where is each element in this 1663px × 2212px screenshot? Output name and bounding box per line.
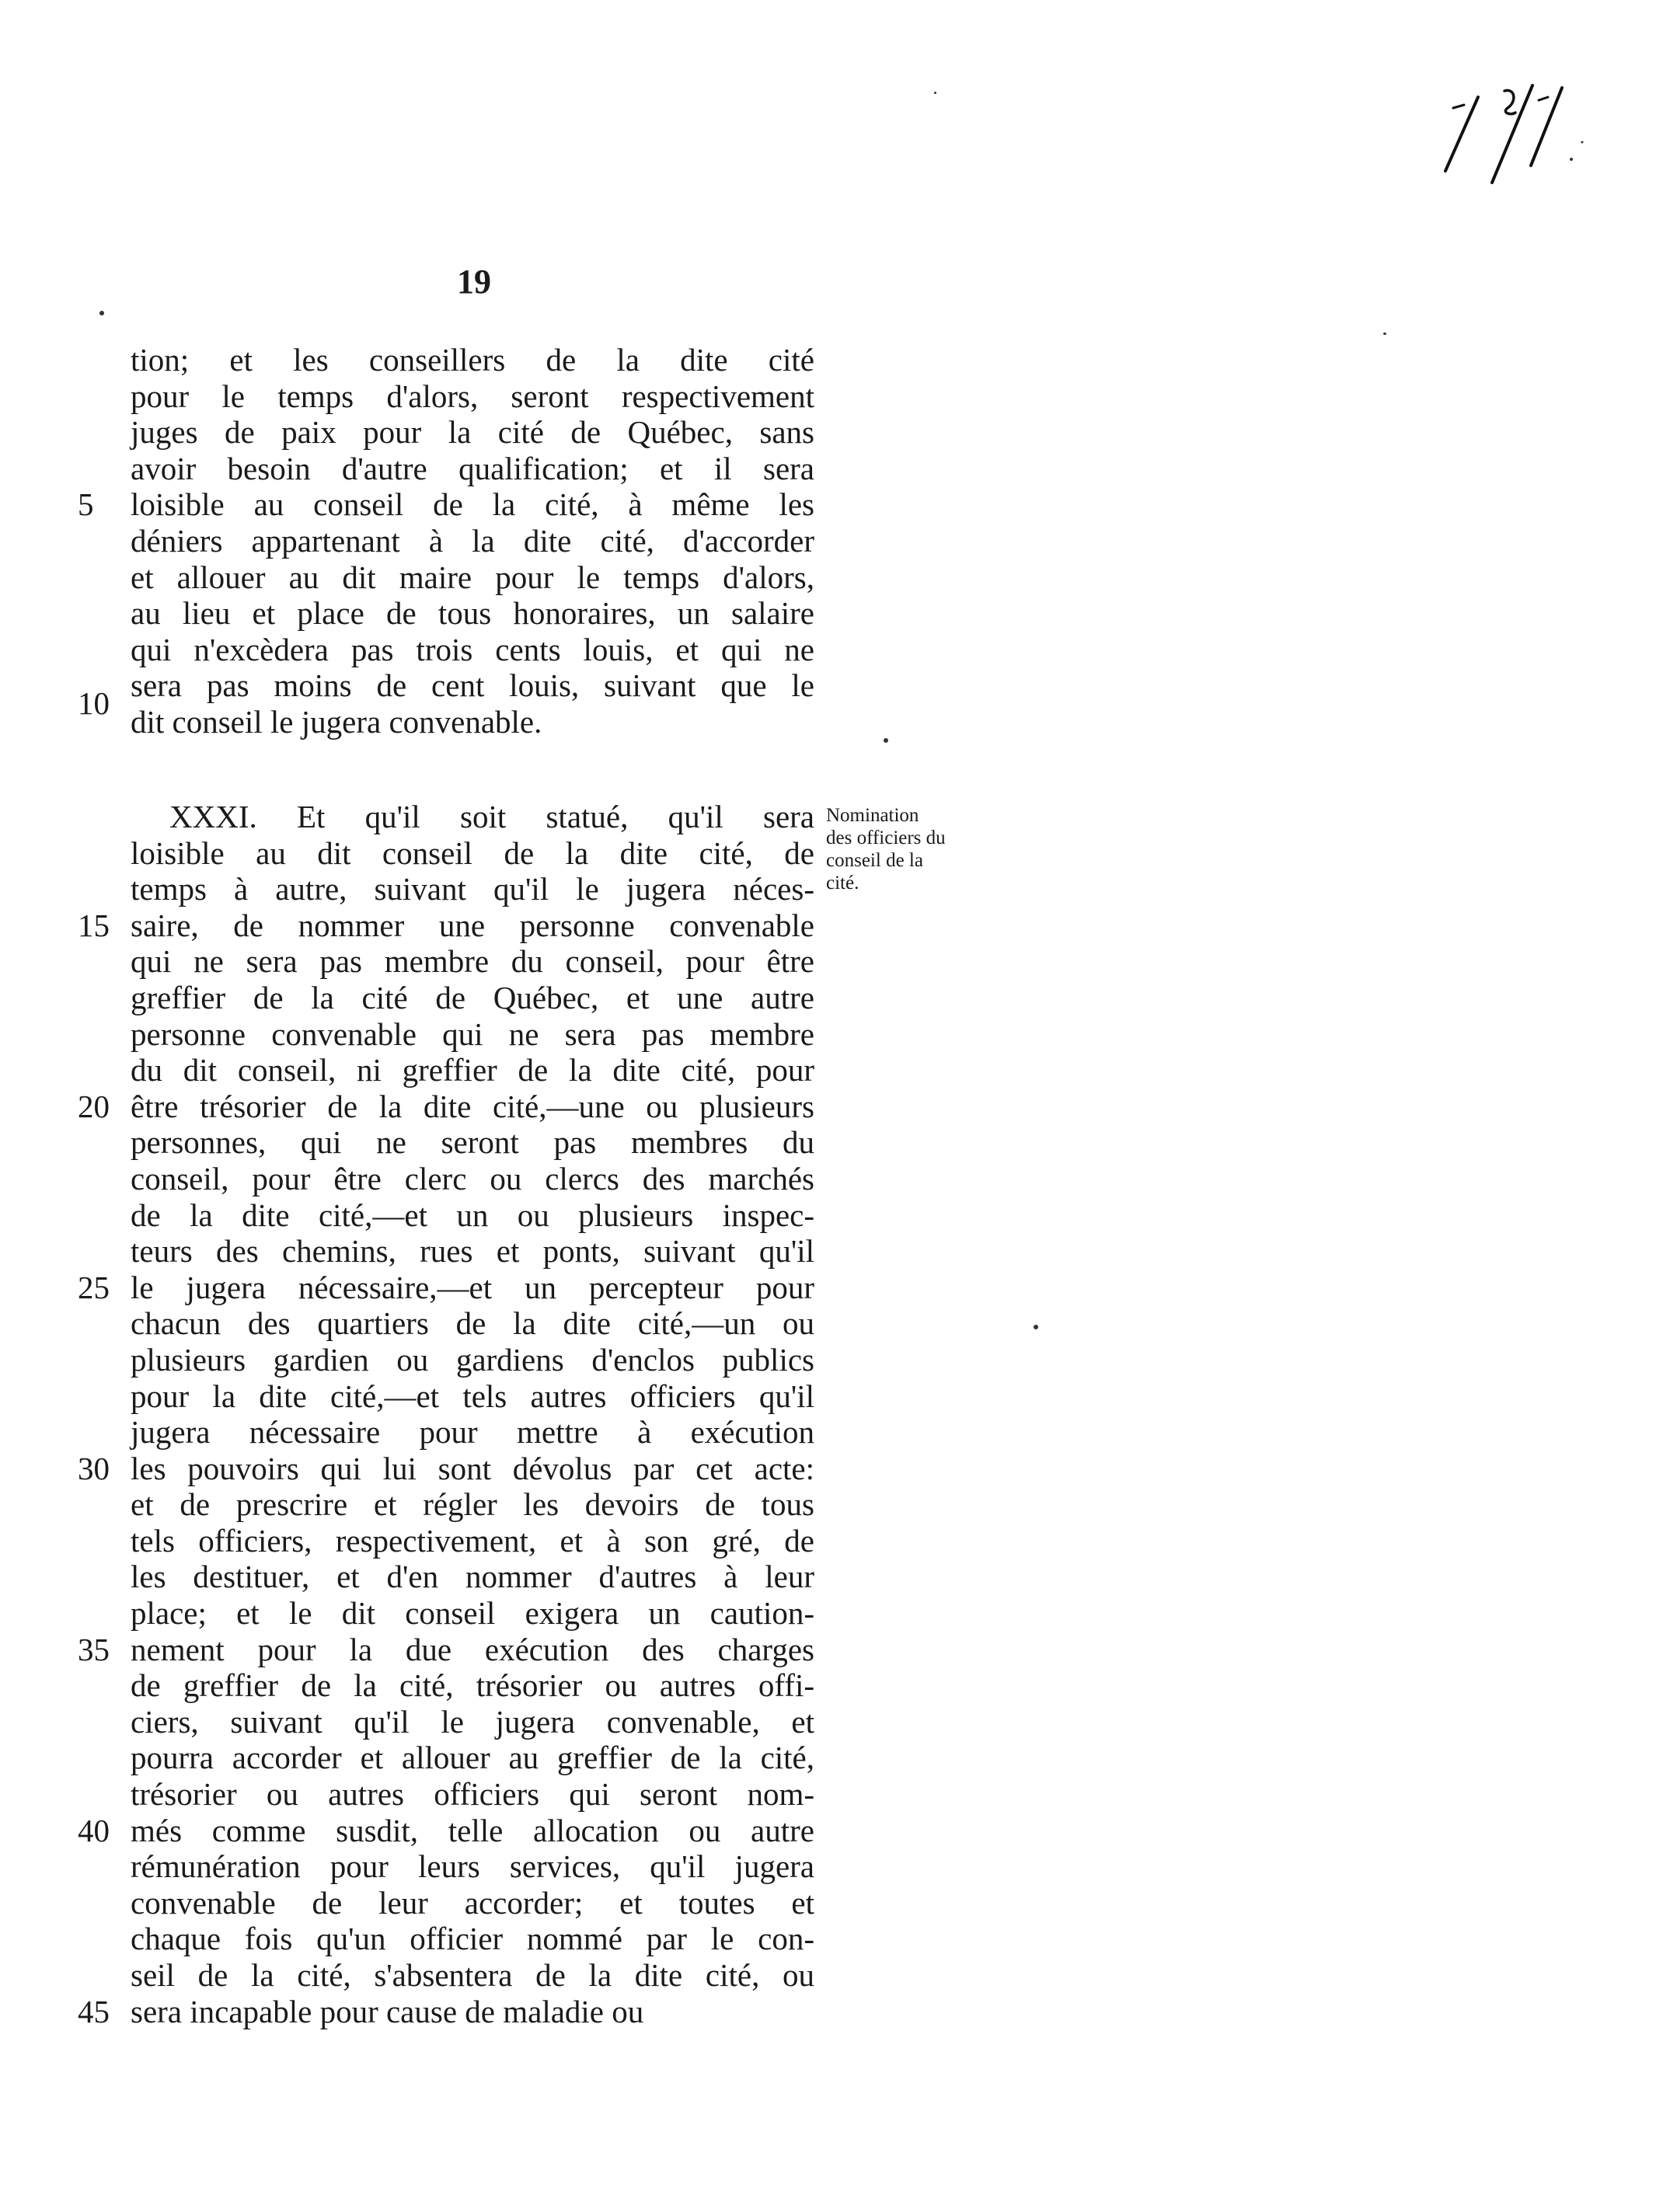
margin-note-line: conseil de la bbox=[826, 850, 923, 871]
ink-speck bbox=[1034, 1325, 1038, 1329]
text-line bbox=[131, 414, 814, 451]
text-line-content: greffier de la cité de Québec, et une autre bbox=[131, 979, 814, 1015]
line-number-20: 20 bbox=[78, 1089, 110, 1124]
text-line bbox=[131, 943, 814, 980]
margin-note bbox=[826, 804, 981, 894]
text-line bbox=[131, 1161, 814, 1197]
text-line-content: loisible au conseil de la cité, à même les bbox=[131, 486, 814, 523]
text-line bbox=[131, 451, 814, 487]
text-line bbox=[131, 1885, 814, 1921]
text-line bbox=[131, 1305, 814, 1342]
text-line bbox=[131, 523, 814, 559]
text-line bbox=[131, 486, 814, 523]
text-line-content: més comme susdit, telle allocation ou autre bbox=[131, 1812, 814, 1848]
text-line-content: pour la dite cité,—et tels autres officiers qu'il bbox=[131, 1378, 814, 1414]
text-line bbox=[131, 1270, 814, 1306]
text-line-content: de greffier de la cité, trésorier ou autres offi- bbox=[131, 1667, 814, 1704]
text-line-content: saire, de nommer une personne convenable bbox=[131, 907, 814, 943]
text-line bbox=[131, 1197, 814, 1234]
text-line bbox=[131, 342, 814, 378]
text-line bbox=[131, 1378, 814, 1415]
text-line-content: au lieu et place de tous honoraires, un salaire bbox=[131, 595, 814, 632]
paragraph-section-xxxi bbox=[131, 799, 814, 2029]
text-line-content: place; et le dit conseil exigera un caution- bbox=[131, 1595, 814, 1632]
margin-note-line: Nomination bbox=[826, 805, 919, 826]
text-line-content: déniers appartenant à la dite cité, d'accorder bbox=[131, 522, 814, 559]
text-line bbox=[131, 1813, 814, 1849]
text-line-content: nement pour la due exécution des charges bbox=[131, 1631, 814, 1667]
text-line-content: trésorier ou autres officiers qui seront nom- bbox=[131, 1776, 814, 1813]
line-number-30: 30 bbox=[78, 1451, 110, 1486]
text-line-content: convenable de leur accorder; et toutes et bbox=[131, 1884, 814, 1921]
text-line bbox=[131, 1342, 814, 1378]
line-number-15: 15 bbox=[78, 907, 110, 943]
line-number-5: 5 bbox=[78, 486, 94, 522]
text-line-content: teurs des chemins, rues et ponts, suivant qu'il bbox=[131, 1233, 814, 1270]
text-line-content: sera pas moins de cent louis, suivant que le bbox=[131, 667, 814, 704]
text-line-content: et allouer au dit maire pour le temps d'alors, bbox=[131, 559, 814, 595]
text-line-content: temps à autre, suivant qu'il le jugera néces- bbox=[131, 871, 814, 907]
text-line bbox=[131, 835, 814, 872]
text-line bbox=[131, 1124, 814, 1161]
text-line bbox=[131, 1994, 814, 2030]
text-line-content: les destituer, et d'en nommer d'autres à leur bbox=[131, 1559, 814, 1595]
text-line-content: tels officiers, respectivement, et à son gré, de bbox=[131, 1522, 814, 1559]
text-line-content: jugera nécessaire pour mettre à exécution bbox=[131, 1414, 814, 1451]
line-number-10: 10 bbox=[78, 685, 110, 721]
text-line bbox=[131, 1451, 814, 1487]
text-line-content: dit conseil le jugera convenable. bbox=[131, 703, 542, 740]
text-line-content: qui ne sera pas membre du conseil, pour être bbox=[131, 943, 814, 980]
text-line bbox=[131, 1632, 814, 1668]
line-number-45: 45 bbox=[78, 1994, 110, 2029]
text-line bbox=[131, 799, 814, 835]
text-line bbox=[131, 1776, 814, 1813]
text-line-content: personne convenable qui ne sera pas membre bbox=[131, 1015, 814, 1052]
text-line bbox=[131, 595, 814, 632]
text-line-content: pourra accorder et allouer au greffier de la cité, bbox=[131, 1740, 814, 1776]
page-number: 19 bbox=[457, 263, 491, 301]
text-line-content: pour le temps d'alors, seront respectivement bbox=[131, 378, 814, 414]
text-line bbox=[131, 1559, 814, 1595]
text-line-content: juges de paix pour la cité de Québec, sans bbox=[131, 414, 814, 451]
text-line bbox=[131, 1667, 814, 1704]
text-line bbox=[131, 1740, 814, 1776]
text-line bbox=[131, 1848, 814, 1885]
text-line-content: de la dite cité,—et un ou plusieurs inspec- bbox=[131, 1197, 814, 1233]
text-line bbox=[131, 378, 814, 415]
ink-speck bbox=[884, 738, 888, 743]
text-line-content: personnes, qui ne seront pas membres du bbox=[131, 1124, 814, 1161]
text-line bbox=[131, 632, 814, 668]
text-line bbox=[131, 1704, 814, 1740]
text-line bbox=[131, 1233, 814, 1270]
text-line bbox=[131, 1089, 814, 1125]
margin-note-line: des officiers du bbox=[826, 827, 946, 848]
text-line bbox=[131, 704, 814, 740]
text-line-content: les pouvoirs qui lui sont dévolus par cet acte: bbox=[131, 1450, 814, 1486]
text-line bbox=[131, 667, 814, 704]
text-line-content: du dit conseil, ni greffier de la dite cité, pour bbox=[131, 1052, 814, 1089]
text-line bbox=[131, 1016, 814, 1053]
text-line-content: seil de la cité, s'absentera de la dite cité, ou bbox=[131, 1957, 814, 1993]
text-line bbox=[131, 907, 814, 944]
text-line-content: ciers, suivant qu'il le jugera convenable, et bbox=[131, 1703, 814, 1740]
text-line-content: chaque fois qu'un officier nommé par le con- bbox=[131, 1921, 814, 1957]
paragraph-continuation bbox=[131, 342, 814, 740]
text-line bbox=[131, 871, 814, 907]
text-line-content: chacun des quartiers de la dite cité,—un ou bbox=[131, 1305, 814, 1342]
text-line bbox=[131, 1414, 814, 1451]
text-line bbox=[131, 1486, 814, 1523]
text-line-content: loisible au dit conseil de la dite cité, de bbox=[131, 834, 814, 871]
ink-speck bbox=[99, 311, 104, 315]
text-line-content: et de prescrire et régler les devoirs de tous bbox=[131, 1486, 814, 1523]
text-line bbox=[131, 1957, 814, 1994]
text-line-content: le jugera nécessaire,—et un percepteur pour bbox=[131, 1269, 814, 1305]
ink-speck bbox=[1383, 333, 1386, 335]
text-line bbox=[131, 559, 814, 596]
ink-speck bbox=[934, 92, 936, 94]
text-line bbox=[131, 1595, 814, 1632]
margin-note-line: cité. bbox=[826, 873, 859, 894]
text-line bbox=[131, 1921, 814, 1957]
text-line-content: tion; et les conseillers de la dite cité bbox=[131, 342, 814, 378]
text-line bbox=[131, 980, 814, 1016]
text-line-content: rémunération pour leurs services, qu'il jugera bbox=[131, 1848, 814, 1885]
line-number-35: 35 bbox=[78, 1632, 110, 1667]
text-line-content: avoir besoin d'autre qualification; et il sera bbox=[131, 450, 814, 486]
text-line-content: conseil, pour être clerc ou clercs des marchés bbox=[131, 1160, 814, 1197]
line-number-40: 40 bbox=[78, 1813, 110, 1848]
text-line-content: sera incapable pour cause de maladie ou bbox=[131, 1993, 644, 2029]
text-line-content: plusieurs gardien ou gardiens d'enclos publics bbox=[131, 1341, 814, 1378]
text-line-content: qui n'excèdera pas trois cents louis, et qui ne bbox=[131, 631, 814, 667]
text-line-content: être trésorier de la dite cité,—une ou plusieurs bbox=[131, 1088, 814, 1124]
text-line bbox=[131, 1523, 814, 1559]
line-number-25: 25 bbox=[78, 1270, 110, 1305]
text-line bbox=[131, 1052, 814, 1089]
text-line-content: XXXI. Et qu'il soit statué, qu'il sera bbox=[169, 799, 814, 834]
handwritten-folio-mark bbox=[1430, 74, 1593, 190]
